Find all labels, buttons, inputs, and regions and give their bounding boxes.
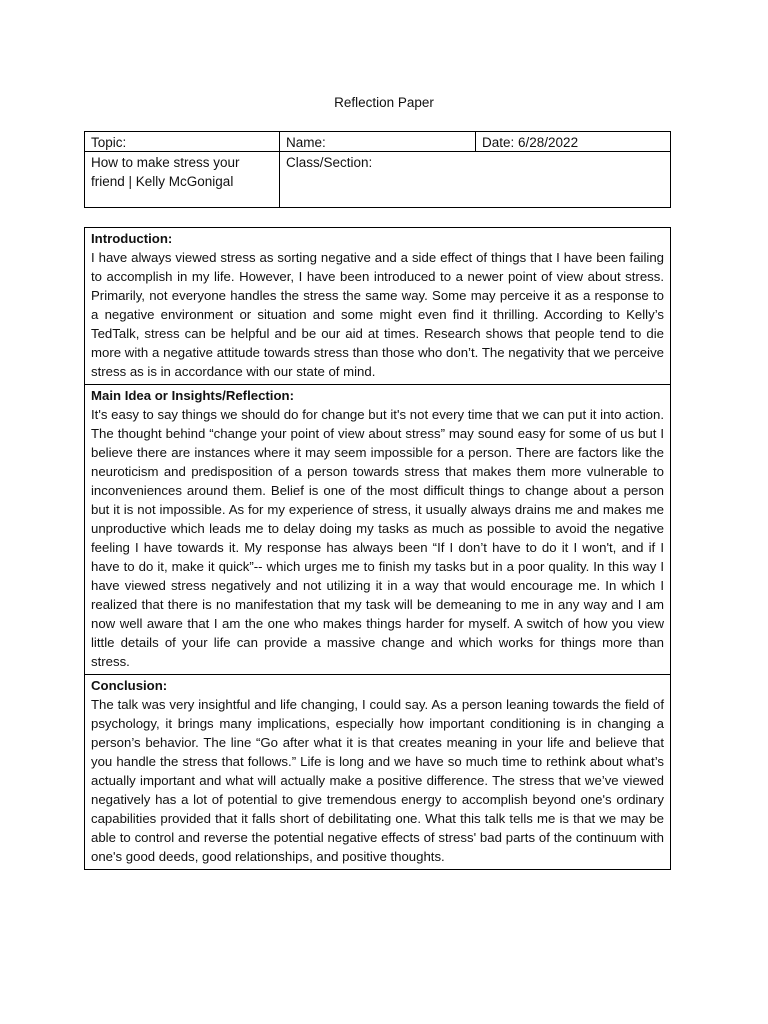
- conclusion-section: [85, 674, 670, 869]
- conclusion-text: The talk was very insightful and life changing, I could say. As a person leaning towards the field of psychology, it brings many implications, especially how important conditioning is in changing a person’s behavior. The line “Go after what it is that creates meaning in your life and believe that you handle the stress that follows.” Life is long and we have so much time to rethink about what’s actually important and what will actually make a positive difference. The stress that we’ve viewed negatively has a lot of potential to give tremendous energy to accomplish beyond one's ordinary capabilities provided that it falls short of debilitating one. What this talk tells me is that we may be able to control and reverse the potential negative effects of stress' bad parts of the continuum with one's good deeds, good relationships, and positive thoughts.: [91, 697, 664, 864]
- topic-label: Topic:: [91, 135, 127, 150]
- main-idea-heading: Main Idea or Insights/Reflection:: [91, 388, 294, 403]
- introduction-section: [85, 228, 670, 384]
- reflection-table: [84, 227, 671, 870]
- header-table: [84, 131, 671, 208]
- page-title: Reflection Paper: [334, 95, 434, 110]
- class-section-label: Class/Section:: [286, 155, 373, 170]
- introduction-text: I have always viewed stress as sorting negative and a side effect of things that I have been failing to accomplish in my life. However, I have been introduced to a newer point of view about stress. Primarily, not everyone handles the stress the same way. Some may perceive it as a response to a negative environment or situation and some might even find it thrilling. According to Kelly’s TedTalk, stress can be helpful and be our aid at times. Research shows that people tend to die more with a negative attitude towards stress than those who don’t. The negativity that we perceive stress as is in accordance with our state of mind.: [91, 250, 664, 379]
- name-label: Name:: [286, 135, 326, 150]
- main-idea-text: It's easy to say things we should do for change but it's not every time that we can put it into action. The thought behind “change your point of view about stress” may sound easy for some of us but I believe there are instances where it may seem impossible for a person. There are factors like the neuroticism and predisposition of a person towards stress that makes them more vulnerable to inconveniences around them. Belief is one of the most difficult things to change about a person but it is not impossible. As for my experience of stress, it usually always drains me and makes me unproductive which leads me to delay doing my tasks as much as possible to avoid the negative feeling I have towards it. My response has always been “If I don’t have to do it I won't, and if I have to do it, make it quick”-- which urges me to finish my tasks but in a poor quality. In this way I have viewed stress negatively and not utilizing it in a way that would encourage me. In which I realized that there is no manifestation that my task will be demeaning to me in any way and I am now well aware that I am the one who makes things harder for myself. A switch of how you view little details of your life can provide a massive change and which works for things more than stress.: [91, 407, 664, 669]
- date-label: Date: 6/28/2022: [482, 135, 579, 150]
- main-idea-section: [85, 384, 670, 674]
- introduction-heading: Introduction:: [91, 231, 173, 246]
- topic-value: How to make stress your friend | Kelly McGonigal: [91, 155, 240, 189]
- conclusion-heading: Conclusion:: [91, 678, 168, 693]
